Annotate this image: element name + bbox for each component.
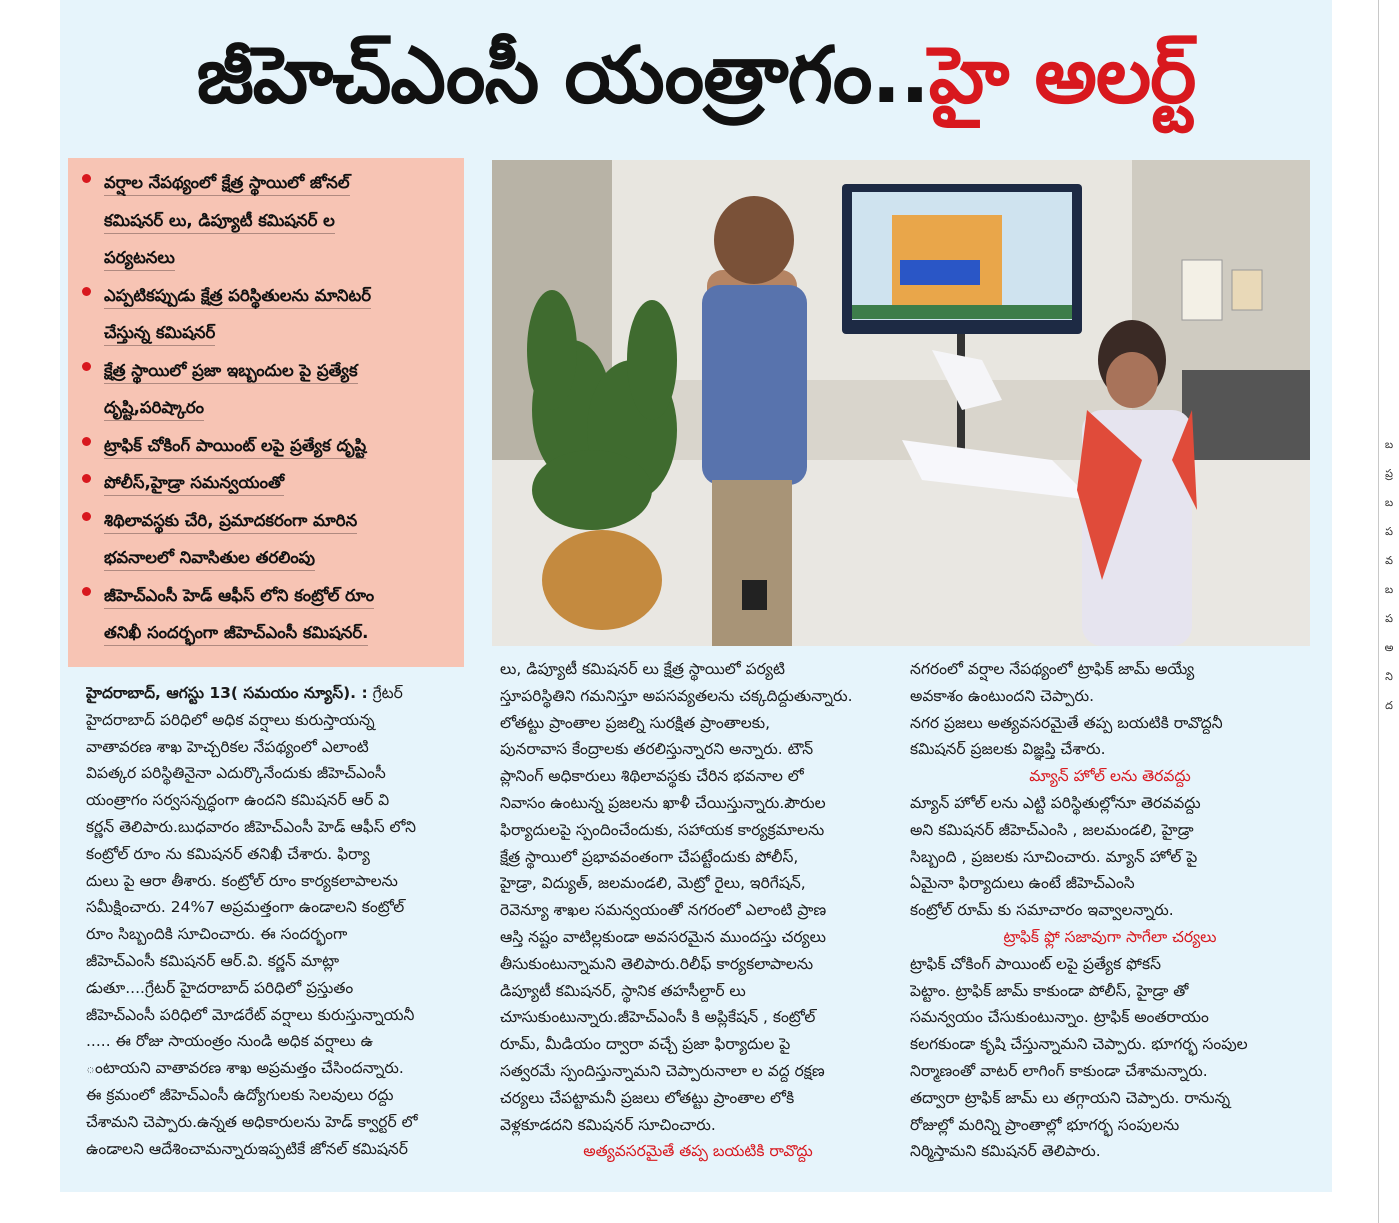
highlight-text: చేస్తున్న కమిషనర్ [104, 323, 215, 346]
article-column-3 [910, 656, 1310, 1165]
article-text-line: చూసుకుంటున్నారు.జీహెచ్ఎంసీ కి అప్లికేషన్ , కంట్రోల్ [500, 1008, 816, 1027]
highlight-item [82, 427, 450, 465]
subheading-traffic: ట్రాఫిక్ ఫ్లో సజావుగా సాగేలా చర్యలు [1003, 927, 1217, 946]
article-text-line: ఆస్తి నష్టం వాటిల్లకుండా అవసరమైన ముందస్తు చర్యలు [500, 927, 827, 946]
bullet-dot-icon [82, 287, 91, 296]
article-text-line: క్షేత్ర స్థాయిలో ప్రభావవంతంగా చేపట్టేందుకు పోలీస్, [500, 847, 799, 866]
article-text-line: కలగకుండా కృషి చేస్తున్నామని చెప్పారు. భూగర్భ సంపుల [910, 1035, 1248, 1054]
article-text-line: సమన్వయం చేసుకుంటున్నాం. ట్రాఫిక్ అంతరాయం [910, 1008, 1209, 1027]
article-text-line: నగర ప్రజలు అత్యవసరమైతే తప్ప బయటికి రావొద్దనీ [910, 713, 1223, 732]
highlight-text: జీహెచ్ఎంసీ హెడ్ ఆఫీస్ లోని కంట్రోల్ రూం [104, 586, 374, 609]
article-text-line: స్తూపరిస్థితిని గమనిస్తూ అపసవ్యతలను చక్కదిద్దుతున్నారు. [500, 686, 853, 705]
highlight-text: పోలీస్,హైడ్రా సమన్వయంతో [104, 473, 284, 496]
edge-glyph: ప [1385, 525, 1393, 538]
article-text-line: సత్వరమే స్పందిస్తున్నామని చెప్పారునాలా ల వద్ద రక్షణ [500, 1061, 825, 1080]
highlight-text: వర్షాల నేపథ్యంలో క్షేత్ర స్థాయిలో జోనల్ [104, 173, 350, 196]
article-text-line: చర్యలు చేపట్టామనీ ప్రజలు లోతట్టు ప్రాంతాల లోకి [500, 1088, 795, 1107]
article-text-line: ఈ క్రమంలో జీహెచ్ఎంసీ ఉద్యోగులకు సెలవులు రద్దు [86, 1085, 394, 1104]
article-column-1 [86, 680, 466, 1162]
highlight-item [82, 577, 450, 652]
headline [60, 6, 1332, 146]
highlight-text: తనిఖీ సందర్భంగా జీహెచ్ఎంసీ కమిషనర్. [104, 623, 368, 646]
article-text-line: తద్వారా ట్రాఫిక్ జామ్ లు తగ్గాయని చెప్పారు. రానున్న [910, 1088, 1231, 1107]
article-text-line: అని కమిషనర్ జీహెచ్ఎంసి , జలమండలి, హైడ్రా [910, 820, 1194, 839]
edge-glyph: ని [1385, 670, 1393, 683]
edge-glyph: ద [1385, 699, 1393, 712]
article-text-line: లోతట్టు ప్రాంతాల ప్రజల్ని సురక్షిత ప్రాంతాలకు, [500, 713, 771, 732]
highlight-text: భవనాలలో నివాసితుల తరలింపు [104, 548, 315, 571]
article-text-line: కర్ణన్ తెలిపారు.బుధవారం జీహెచ్ఎంసీ హెడ్ ఆఫీస్ లోని [86, 817, 416, 836]
article-column-2 [500, 656, 896, 1165]
edge-glyph: ప [1385, 612, 1393, 625]
highlights-box [68, 158, 464, 667]
highlight-text: ట్రాఫిక్ చోకింగ్ పాయింట్ లపై ప్రత్యేక దృష్టి [104, 436, 366, 459]
highlight-text: కమిషనర్ లు, డిప్యూటీ కమిషనర్ ల [104, 211, 335, 234]
bullet-dot-icon [82, 362, 91, 371]
subheading-manhole: మ్యాన్ హోల్ లను తెరవద్దు [1029, 767, 1191, 786]
edge-glyph: బ [1384, 583, 1394, 596]
highlight-item [82, 502, 450, 577]
article-text-line: పునరావాస కేంద్రాలకు తరలిస్తున్నారని అన్నారు. టౌన్ [500, 740, 814, 759]
article-text-line: గ్రేటర్ [372, 684, 403, 702]
highlight-text: శిథిలావస్థకు చేరి, ప్రమాదకరంగా మారిన [104, 511, 357, 534]
edge-glyph: వ [1385, 554, 1393, 567]
highlight-text: పర్యటనలు [104, 248, 175, 271]
article-text-line: ఉండాలని ఆదేశించామన్నారుఇప్పటికే జోనల్ కమిషనర్ [86, 1139, 408, 1158]
edge-glyph: ప్ర [1385, 467, 1393, 480]
headline-main: జీహెచ్ఎంసీ యంత్రాగం.. [196, 31, 929, 121]
article-text-line: కమిషనర్ ప్రజలకు విజ్ఞప్తి చేశారు. [910, 740, 1106, 759]
article-text-line: రూం సిబ్బందికి సూచించారు. ఈ సందర్భంగా [86, 925, 348, 944]
edge-glyph: అ [1384, 641, 1394, 654]
control-room-photo [492, 160, 1310, 646]
edge-glyph: బ [1384, 496, 1394, 509]
article-text-line: లు, డిప్యూటీ కమిషనర్ లు క్షేత్ర స్థాయిలో పర్యటి [500, 660, 785, 678]
headline-alert: హై అలర్ట్ [928, 31, 1196, 121]
article-text-line: వెళ్లకూడదని కమిషనర్ సూచించారు. [500, 1115, 716, 1134]
article-text-line: అవకాశం ఉంటుందని చెప్పారు. [910, 686, 1095, 705]
article-text-line: రూమ్, మీడియం ద్వారా వచ్చే ప్రజా ఫిర్యాదుల పై [500, 1035, 791, 1054]
bullet-dot-icon [82, 512, 91, 521]
highlight-item [82, 164, 450, 277]
article-dateline: హైదరాబాద్, ఆగస్టు 13( సమయం న్యూస్). : [86, 684, 368, 702]
adjacent-column-fragment [1382, 430, 1396, 1090]
subheading-emergency: అత్యవసరమైతే తప్ప బయటికి రావొద్దు [583, 1142, 813, 1161]
article-text-line: కంట్రోల్ రూం ను కమిషనర్ తనిఖీ చేశారు. ఫిర్యా [86, 844, 370, 863]
article-text-line: పెట్టాం. ట్రాఫిక్ జామ్ కాకుండా పోలీస్, హైడ్రా తో [910, 981, 1189, 1000]
article-text-line: వాతావరణ శాఖ హెచ్చరికల నేపథ్యంలో ఎలాంటి [86, 737, 369, 756]
article-text-line: సిబ్బంది , ప్రజలకు సూచించారు. మ్యాన్ హోల్ పై [910, 847, 1198, 866]
article-text-line: హైదరాబాద్ పరిధిలో అధిక వర్షాలు కురుస్తాయన్న [86, 710, 375, 729]
article-text-line: ఫిర్యాదులపై స్పందించేందుకు, సహాయక కార్యక్రమాలను [500, 820, 825, 839]
article-text-line: కంట్రోల్ రూమ్ కు సమాచారం ఇవ్వాలన్నారు. [910, 901, 1174, 920]
highlight-text: క్షేత్ర స్థాయిలో ప్రజా ఇబ్బందుల పై ప్రత్యేక [104, 361, 358, 384]
highlight-item [82, 352, 450, 427]
article-text-line: సమీక్షించారు. 24%7 అప్రమత్తంగా ఉండాలని కంట్రోల్ [86, 898, 405, 917]
highlight-text: దృష్టి,పరిష్కారం [104, 398, 204, 421]
article-text-line: తీసుకుంటున్నామని తెలిపారు.రిలీఫ్ కార్యకలాపాలను [500, 954, 814, 973]
article-text-line: హైడ్రా, విద్యుత్, జలమండలి, మెట్రో రైలు, ఇరిగేషన్, [500, 874, 806, 893]
article-text-line: ప్లానింగ్ అధికారులు శిథిలావస్థకు చేరిన భవనాల లో [500, 767, 804, 786]
article-text-line: యంత్రాగం సర్వసన్నద్ధంగా ఉందని కమిషనర్ ఆర్ వి [86, 791, 390, 810]
article-text-line: జీహెచ్ఎంసీ కమిషనర్ ఆర్.వి. కర్ణన్ మాట్లా [86, 951, 340, 970]
highlight-item [82, 277, 450, 352]
newspaper-clipping [60, 0, 1332, 1192]
highlight-item [82, 464, 450, 502]
article-text-line: డుతూ....గ్రేటర్ హైదరాబాద్ పరిధిలో ప్రస్తుతం [86, 978, 354, 997]
article-text-line: రెవెన్యూ శాఖల సమన్వయంతో నగరంలో ఎలాంటి ప్రాణ [500, 901, 827, 920]
article-text-line: నిర్మాణంతో వాటర్ లాగింగ్ కాకుండా చేశామన్నారు. [910, 1061, 1208, 1080]
article-text-line: చేశామని చెప్పారు.ఉన్నత అధికారులను హెడ్ క్వార్టర్ లో [86, 1112, 418, 1131]
bullet-dot-icon [82, 174, 91, 183]
edge-glyph: బ [1384, 438, 1394, 451]
article-text-line: జీహెచ్ఎంసీ పరిధిలో మోడరేట్ వర్షాలు కురుస్తున్నాయనీ [86, 1005, 415, 1024]
article-text-line: ఏమైనా ఫిర్యాదులు ఉంటే జీహెచ్ఎంసి [910, 874, 1135, 893]
article-text-line: మ్యాన్ హోల్ లను ఎట్టి పరిస్థితుల్లోనూ తెరవవద్దు [910, 793, 1201, 812]
bullet-dot-icon [82, 474, 91, 483]
article-text-line: ట్రాఫిక్ చోకింగ్ పాయింట్ లపై ప్రత్యేక ఫోకస్ [910, 954, 1161, 973]
article-text-line: నిర్మిస్తామని కమిషనర్ తెలిపారు. [910, 1142, 1101, 1161]
article-text-line: రోజుల్లో మరిన్ని ప్రాంతాల్లో భూగర్భ సంపులను [910, 1115, 1180, 1134]
article-text-line: ంటాయని వాతావరణ శాఖ అప్రమత్తం చేసిందన్నారు. [86, 1059, 404, 1078]
article-text-line: నగరంలో వర్షాల నేపథ్యంలో ట్రాఫిక్ జామ్ అయ్యే [910, 660, 1195, 678]
article-text-line: డిప్యూటీ కమిషనర్, స్థానిక తహసీల్దార్ లు [500, 981, 746, 1000]
article-text-line: దులు పై ఆరా తీశారు. కంట్రోల్ రూం కార్యకలాపాలను [86, 871, 398, 890]
article-text-line: ..... ఈ రోజు సాయంత్రం నుండి అధిక వర్షాలు ఉ [86, 1032, 373, 1051]
bullet-dot-icon [82, 437, 91, 446]
article-text-line: నివాసం ఉంటున్న ప్రజలను ఖాళీ చేయిస్తున్నారు.పౌరుల [500, 793, 826, 812]
bullet-dot-icon [82, 587, 91, 596]
photo-illustration [492, 160, 1310, 646]
article-text-line: విపత్కర పరిస్థితినైనా ఎదుర్కొనేందుకు జీహెచ్ఎంసీ [86, 764, 386, 783]
highlight-text: ఎప్పటికప్పుడు క్షేత్ర పరిస్థితులను మానిటర్ [104, 286, 371, 309]
page-edge-divider [1378, 0, 1379, 1223]
